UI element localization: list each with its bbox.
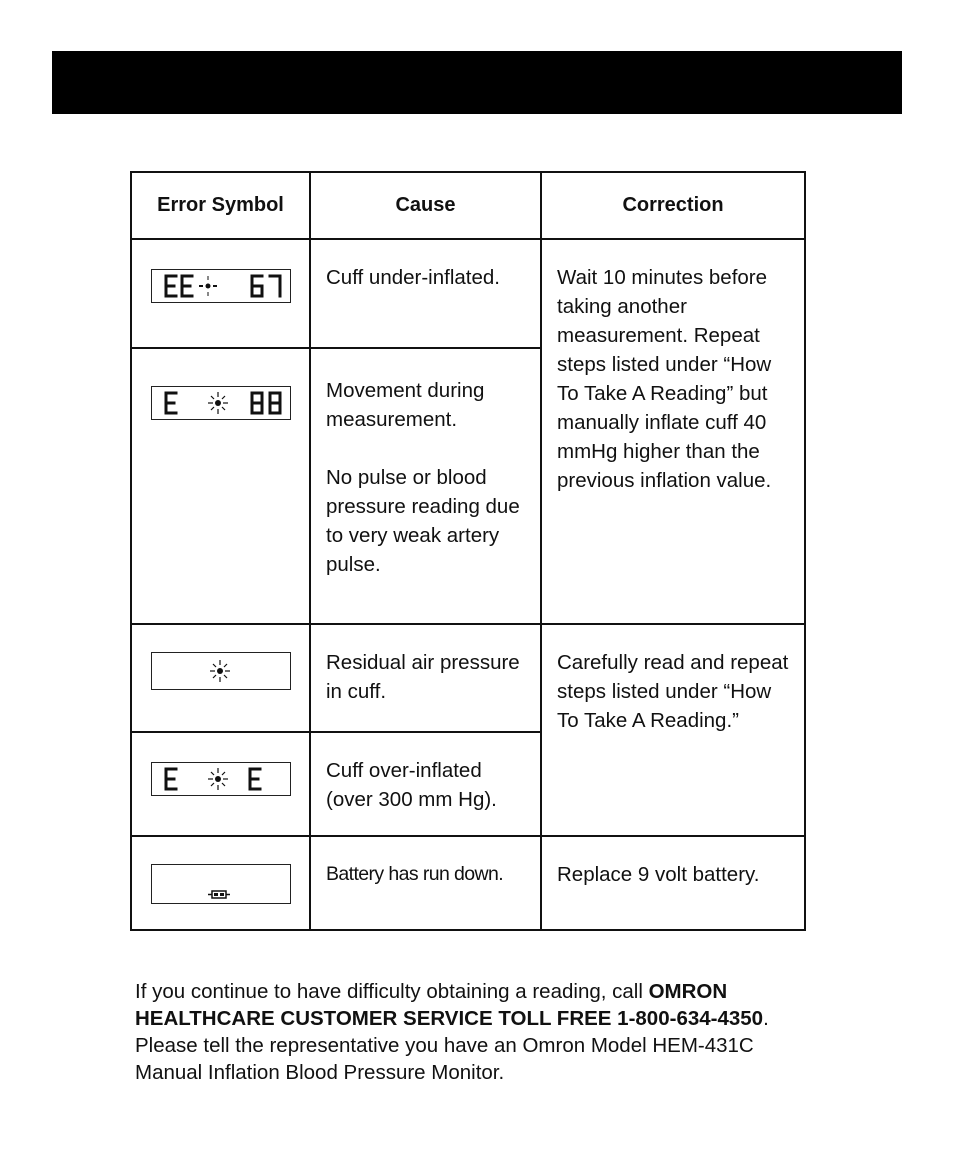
cause-text: No pulse or blood pressure reading due to very weak artery pulse.	[326, 466, 520, 576]
correction-cell	[541, 836, 805, 930]
lcd-e-88-icon	[151, 386, 291, 420]
header-cause: Cause	[310, 172, 541, 239]
footer-text-2: . Please tell the representative you have an Omron Model HEM-431C Manual Inflation Blood Pressure Monitor.	[135, 1007, 769, 1084]
correction-cell	[541, 239, 805, 624]
lcd-ee-67-icon	[151, 269, 291, 303]
cause-cell	[310, 348, 541, 624]
symbol-cell	[131, 836, 310, 930]
cause-text: Battery has run down.	[326, 863, 504, 885]
header-correction: Correction	[541, 172, 805, 239]
cause-text: Cuff under-inflated.	[326, 266, 500, 289]
table-row	[131, 836, 805, 930]
header-bar	[52, 51, 902, 114]
footer-phone-bold: OMRON HEALTHCARE CUSTOMER SERVICE TOLL FREE 1-800-634-4350	[135, 980, 764, 1030]
lcd-heart-only-icon	[151, 652, 291, 690]
correction-cell	[541, 624, 805, 836]
symbol-cell	[131, 624, 310, 732]
correction-text: Replace 9 volt battery.	[557, 863, 760, 886]
header-error-symbol: Error Symbol	[131, 172, 310, 239]
table-row	[131, 239, 805, 348]
symbol-cell	[131, 239, 310, 348]
symbol-cell	[131, 348, 310, 624]
lcd-e-e-icon	[151, 762, 291, 796]
cause-text: Cuff over-inflated (over 300 mm Hg).	[326, 759, 497, 811]
cause-text: Residual air pressure in cuff.	[326, 651, 520, 703]
correction-text: Carefully read and repeat steps listed under “How To Take A Reading.”	[557, 651, 789, 732]
table-header-row	[131, 172, 805, 239]
cause-cell	[310, 624, 541, 732]
symbol-cell	[131, 732, 310, 836]
cause-cell	[310, 732, 541, 836]
cause-text: Movement during measurement.	[326, 379, 485, 431]
table-row	[131, 624, 805, 732]
lcd-battery-icon	[151, 864, 291, 904]
correction-text: Wait 10 minutes before taking another measurement. Repeat steps listed under “How To Take A Reading” but manually inflate cuff 40 mmHg higher than the previous inflation value.	[557, 266, 772, 492]
cause-cell	[310, 836, 541, 930]
error-table	[130, 171, 806, 931]
cause-cell	[310, 239, 541, 348]
footer-text-1: If you continue to have difficulty obtaining a reading, call	[135, 980, 649, 1003]
footer-note	[135, 978, 825, 1086]
